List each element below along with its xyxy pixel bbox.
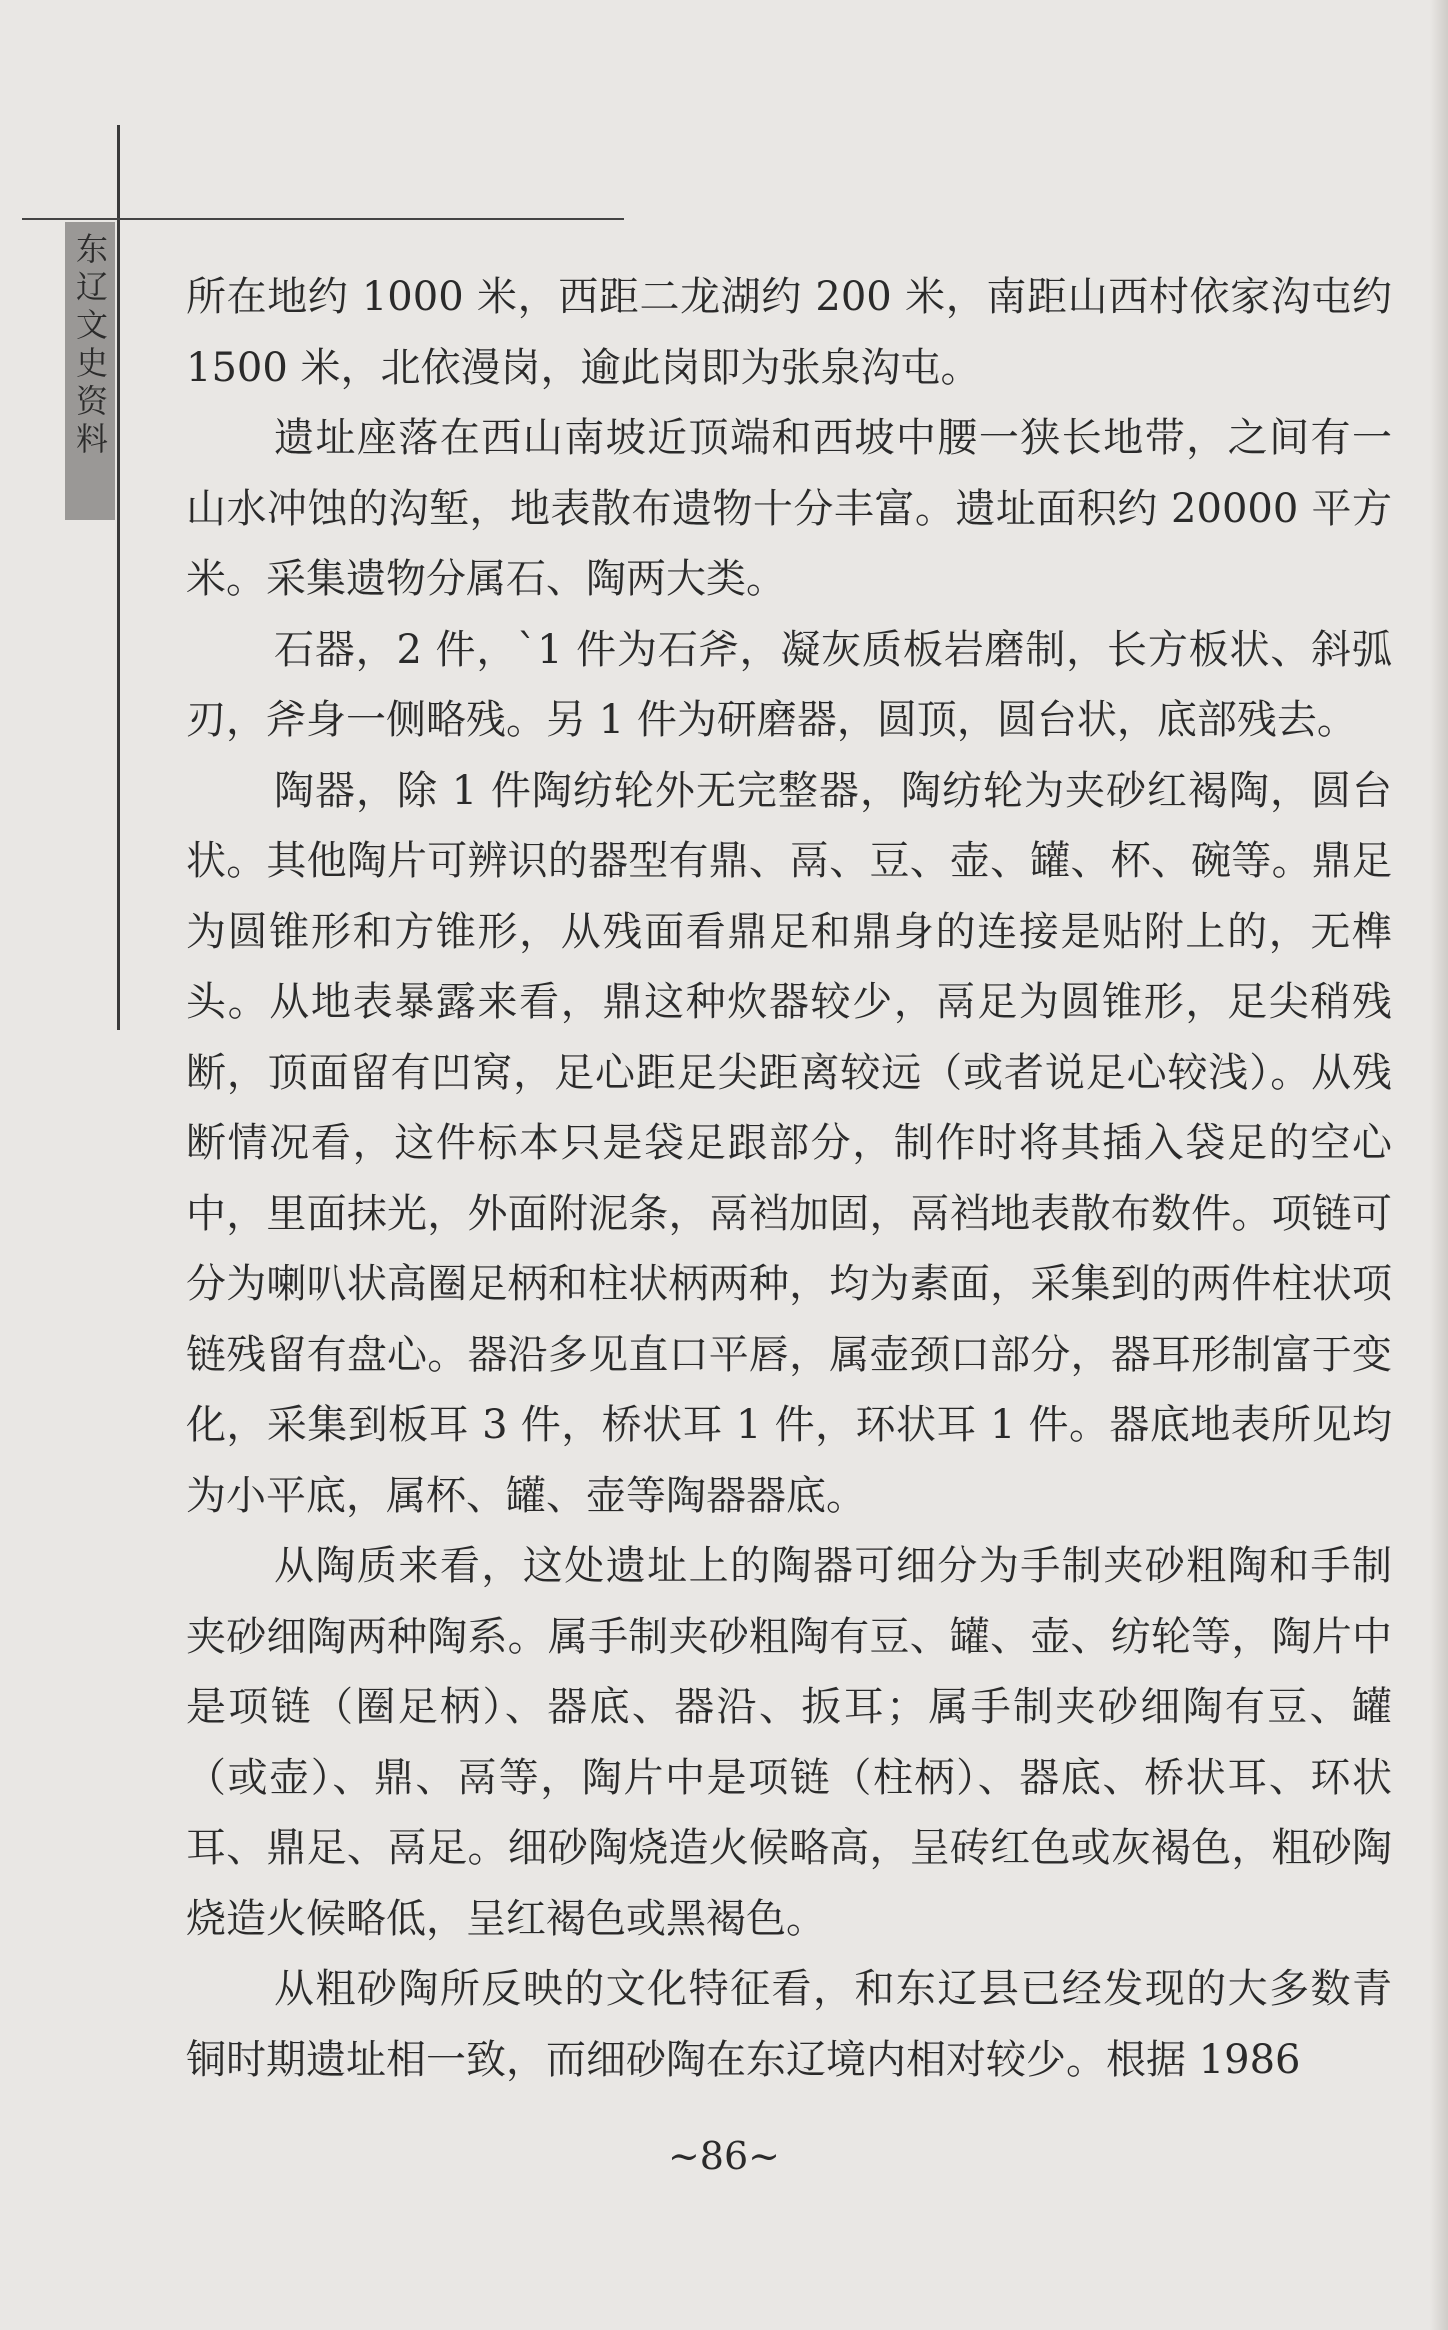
header-rule-horizontal	[22, 218, 624, 220]
running-head-tab	[65, 222, 115, 520]
body-text	[186, 262, 1392, 2095]
page-edge-shadow	[1430, 0, 1448, 2330]
paragraph-pottery-material: 从陶质来看，这处遗址上的陶器可细分为手制夹砂粗陶和手制夹砂细陶两种陶系。属手制夹砂粗陶有豆、罐、壶、纺轮等，陶片中是项链（圈足柄）、器底、器沿、扳耳；属手制夹砂细陶有豆、罐（或壶）、鼎、鬲等，陶片中是项链（柱柄）、器底、桥状耳、环状耳、鼎足、鬲足。细砂陶烧造火候略高，呈砖红色或灰褐色，粗砂陶烧造火候略低，呈红褐色或黑褐色。	[186, 1543, 1392, 1942]
paragraph-continuation: 所在地约 1000 米，西距二龙湖约 200 米，南距山西村依家沟屯约 1500 米，北依漫岗，逾此岗即为张泉沟屯。	[186, 274, 1392, 391]
running-head-text: 东辽文史资料	[71, 232, 109, 460]
page-number: ~86~	[667, 2134, 781, 2178]
margin-rule-vertical	[117, 125, 120, 1030]
paragraph-pottery: 陶器，除 1 件陶纺轮外无完整器，陶纺轮为夹砂红褐陶，圆台状。其他陶片可辨识的器型有鼎、鬲、豆、壶、罐、杯、碗等。鼎足为圆锥形和方锥形，从残面看鼎足和鼎身的连接是贴附上的，无榫头。从地表暴露来看，鼎这种炊器较少，鬲足为圆锥形，足尖稍残断，顶面留有凹窝，足心距足尖距离较远（或者说足心较浅）。从残断情况看，这件标本只是袋足跟部分，制作时将其插入袋足的空心中，里面抹光，外面附泥条，鬲裆加固，鬲裆地表散布数件。项链可分为喇叭状高圈足柄和柱状柄两种，均为素面，采集到的两件柱状项链残留有盘心。器沿多见直口平唇，属壶颈口部分，器耳形制富于变化，采集到板耳 3 件，桥状耳 1 件，环状耳 1 件。器底地表所见均为小平底，属杯、罐、壶等陶器器底。	[186, 767, 1392, 1519]
paragraph-stone-tools: 石器，2 件，`1 件为石斧，凝灰质板岩磨制，长方板状、斜弧刃，斧身一侧略残。另 1 件为研磨器，圆顶，圆台状，底部残去。	[186, 626, 1392, 743]
paragraph-site-location: 遗址座落在西山南坡近顶端和西坡中腰一狭长地带，之间有一山水冲蚀的沟堑，地表散布遗物十分丰富。遗址面积约 20000 平方米。采集遗物分属石、陶两大类。	[186, 415, 1392, 602]
paragraph-cultural-features: 从粗砂陶所反映的文化特征看，和东辽县已经发现的大多数青铜时期遗址相一致，而细砂陶在东辽境内相对较少。根据 1986	[186, 1966, 1392, 2083]
